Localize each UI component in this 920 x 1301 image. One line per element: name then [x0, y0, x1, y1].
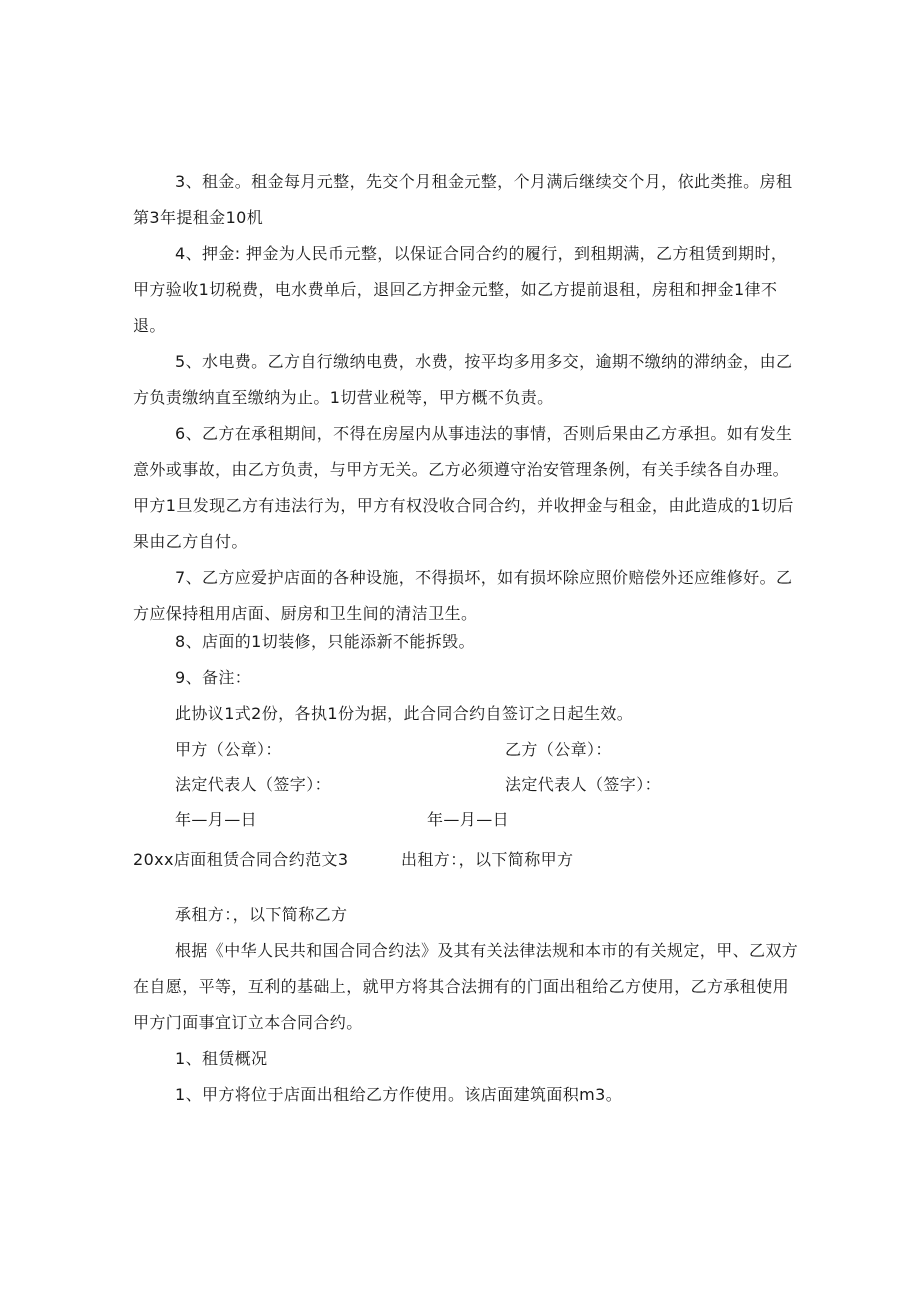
- party-b-representative: 法定代表人（签字）：: [505, 775, 662, 794]
- agreement-copies: 此协议1式2份，各执1份为据，此合同合约自签订之日起生效。: [175, 704, 634, 723]
- lessee-line: 承租方：，以下简称乙方: [175, 905, 348, 924]
- clause-7-facilities: 7、乙方应爱护店面的各种设施，不得损坏，如有损坏除应照价赔偿外还应维修好。乙方应保持租用店面、厨房和卫生间的清洁卫生。: [133, 568, 793, 623]
- party-a-date: 年—月—日: [175, 810, 258, 829]
- clause-8-renovation: 8、店面的1切装修，只能添新不能拆毁。: [175, 632, 475, 651]
- clause-9-remarks: 9、备注：: [175, 668, 252, 687]
- clause-6-lawful-use: 6、乙方在承租期间，不得在房屋内从事违法的事情，否则后果由乙方承担。如有发生意外或事故，由乙方负责，与甲方无关。乙方必须遵守治安管理条例，有关手续各自办理。甲方1旦发现乙方有违法行为，甲方有权没收合同合约，并收押金与租金，由此造成的1切后果由乙方自付。: [133, 424, 794, 551]
- section-title: 20xx店面租赁合同合约范文3: [133, 850, 349, 869]
- clause-5-utilities: 5、水电费。乙方自行缴纳电费，水费，按平均多用多交，逾期不缴纳的滞纳金，由乙方负责缴纳直至缴纳为止。1切营业税等，甲方概不负责。: [133, 352, 793, 407]
- lease-overview-clause-1: 1、甲方将位于店面出租给乙方作使用。该店面建筑面积m3。: [175, 1085, 623, 1104]
- party-b-seal: 乙方（公章）：: [505, 740, 612, 759]
- party-a-seal: 甲方（公章）：: [175, 740, 282, 759]
- lease-overview-heading: 1、租赁概况: [175, 1049, 268, 1068]
- lessor-line: 出租方：，以下简称甲方: [401, 850, 574, 869]
- party-b-date: 年—月—日: [427, 810, 510, 829]
- section-intro: 根据《中华人民共和国合同合约法》及其有关法律法规和本市的有关规定，甲、乙双方在自愿，平等，互利的基础上，就甲方将其合法拥有的门面出租给乙方使用，乙方承租使用甲方门面事宜订立本合同合约。: [133, 941, 799, 1032]
- party-a-representative: 法定代表人（签字）：: [175, 775, 332, 794]
- clause-4-deposit: 4、押金: 押金为人民币元整，以保证合同合约的履行，到租期满，乙方租赁到期时，甲方验收1切税费，电水费单后，退回乙方押金元整，如乙方提前退租，房租和押金1律不退。: [133, 244, 788, 335]
- clause-3-rent: 3、租金。租金每月元整，先交个月租金元整，个月满后继续交个月，依此类推。房租第3年提租金10机: [133, 172, 793, 227]
